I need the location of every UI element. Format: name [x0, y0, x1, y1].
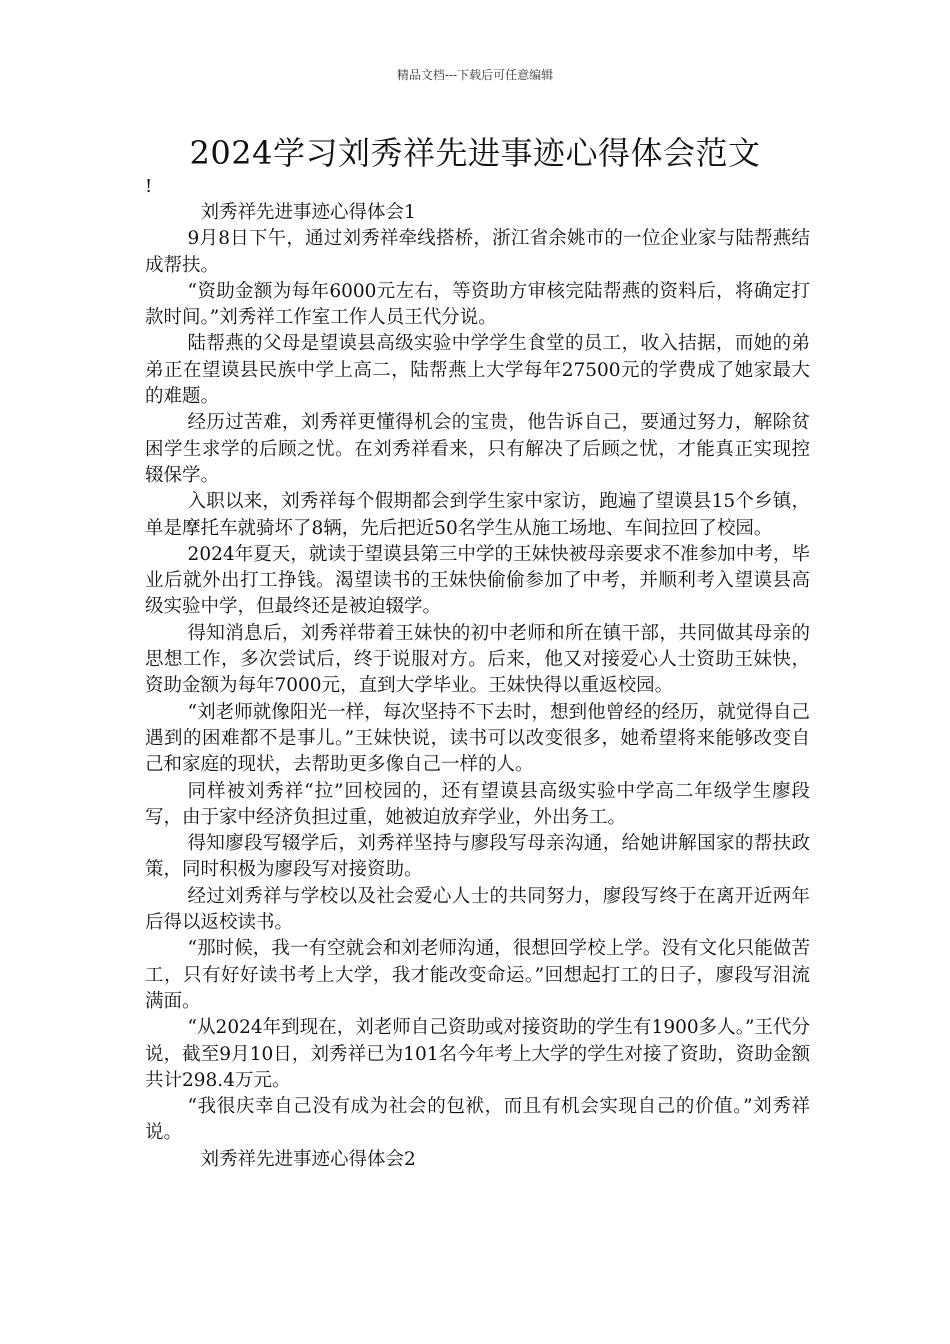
section-heading: 刘秀祥先进事迹心得体会1 [200, 202, 416, 223]
section-heading: 刘秀祥先进事迹心得体会2 [200, 1148, 416, 1170]
paragraph: “那时候，我一有空就会和刘老师沟通，很想回学校上学。没有文化只能做苦工，只有好好读书考上大学，我才能改变命运。”回想起打工的日子，廖段写泪流满面。 [145, 938, 810, 1012]
paragraph: 得知消息后，刘秀祥带着王妹快的初中老师和所在镇干部，共同做其母亲的思想工作，多次尝试后，终于说服对方。后来，他又对接爱心人士资助王妹快，资助金额为每年7000元，直到大学毕业。王妹快得以重返校园。 [145, 622, 810, 697]
paragraph: 经历过苦难，刘秀祥更懂得机会的宝贵，他告诉自己，要通过努力，解除贫困学生求学的后顾之忧。在刘秀祥看来，只有解决了后顾之忧，才能真正实现控辍保学。 [145, 412, 810, 486]
page-header-note: 精品文档---下载后可任意编辑 [396, 68, 554, 82]
paragraph: 经过刘秀祥与学校以及社会爱心人士的共同努力，廖段写终于在离开近两年后得以返校读书。 [145, 885, 810, 934]
exclamation-mark: ! [145, 176, 153, 197]
paragraph: “资助金额为每年6000元左右，等资助方审核完陆帮燕的资料后，将确定打款时间。”刘秀祥工作室工作人员王代分说。 [145, 280, 810, 329]
paragraph: 入职以来，刘秀祥每个假期都会到学生家中家访，跑遍了望谟县15个乡镇，单是摩托车就骑坏了8辆，先后把近50名学生从施工场地、车间拉回了校园。 [145, 491, 810, 539]
document-body [145, 200, 810, 1173]
paragraph: 同样被刘秀祥“拉”回校园的，还有望谟县高级实验中学高二年级学生廖段写，由于家中经济负担过重，她被迫放弃学业，外出务工。 [145, 780, 810, 828]
document-title: 2024学习刘秀祥先进事迹心得体会范文 [189, 134, 761, 172]
paragraph: 9月8日下午，通过刘秀祥牵线搭桥，浙江省余姚市的一位企业家与陆帮燕结成帮扶。 [145, 228, 810, 276]
paragraph: 陆帮燕的父母是望谟县高级实验中学学生食堂的员工，收入拮据，而她的弟弟正在望谟县民族中学上高二，陆帮燕上大学每年27500元的学费成了她家最大的难题。 [145, 333, 810, 408]
paragraph: “我很庆幸自己没有成为社会的包袱，而且有机会实现自己的价值。”刘秀祥说。 [145, 1096, 810, 1144]
paragraph: “刘老师就像阳光一样，每次坚持不下去时，想到他曾经的经历，就觉得自己遇到的困难都不是事儿。”王妹快说，读书可以改变很多，她希望将来能够改变自己和家庭的现状，去帮助更多像自己一样的人。 [145, 701, 810, 776]
paragraph: 得知廖段写辍学后，刘秀祥坚持与廖段写母亲沟通，给她讲解国家的帮扶政策，同时积极为廖段写对接资助。 [145, 833, 810, 881]
paragraph: “从2024年到现在，刘老师自己资助或对接资助的学生有1900多人。”王代分说，截至9月10日，刘秀祥已为101名今年考上大学的学生对接了资助，资助金额共计298.4万元。 [145, 1017, 810, 1091]
paragraph: 2024年夏天，就读于望谟县第三中学的王妹快被母亲要求不准参加中考，毕业后就外出打工挣钱。渴望读书的王妹快偷偷参加了中考，并顺利考入望谟县高级实验中学，但最终还是被迫辍学。 [145, 543, 810, 618]
